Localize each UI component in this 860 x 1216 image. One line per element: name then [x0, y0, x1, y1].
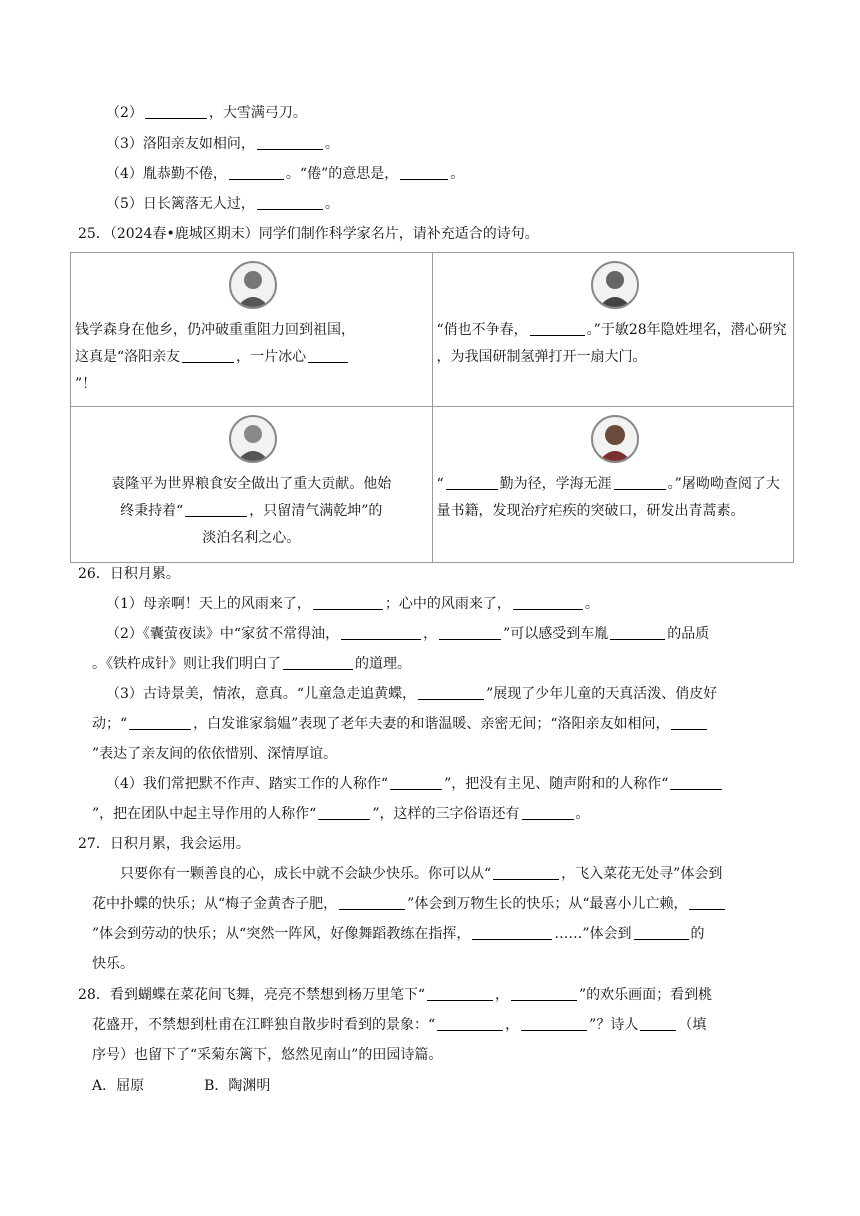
answer-blank[interactable]	[513, 595, 583, 610]
answer-blank[interactable]	[418, 685, 484, 700]
answer-blank[interactable]	[439, 625, 501, 640]
card-text-line: 钱学森身在他乡，仍冲破重重阻力回到祖国，	[75, 322, 355, 338]
answer-blank[interactable]	[400, 165, 448, 180]
answer-blank[interactable]	[522, 805, 574, 820]
q24-line-3: （3）洛阳亲友如相问， 。	[106, 136, 339, 152]
card-tu-youyou	[432, 407, 794, 563]
answer-blank[interactable]	[229, 165, 284, 180]
q26-title: 26．日积月累。	[78, 566, 180, 582]
answer-blank[interactable]	[308, 348, 348, 363]
card-text-line: “俏也不争春， 。”于敏28年隐姓埋名，潜心研究	[436, 322, 787, 338]
card-text-line: “ 勤为径，学海无涯 。”屠呦呦查阅了大	[436, 476, 780, 492]
answer-blank[interactable]	[318, 805, 370, 820]
answer-blank[interactable]	[427, 986, 493, 1001]
q26-part-3-cont: 动；“ ，白发谁家翁媪”表现了老年夫妻的和谐温暖、亲密无间；“洛阳亲友如相问，	[92, 714, 709, 734]
answer-blank[interactable]	[129, 715, 191, 730]
q26-part-2: （2）《囊萤夜读》中“家贫不常得油， ， ”可以感受到车胤 的品质	[106, 626, 710, 642]
card-text-line: ”！	[75, 376, 97, 392]
answer-blank[interactable]	[671, 715, 707, 730]
q27-line-4: 快乐。	[92, 956, 134, 972]
q27-line-1: 只要你有一颗善良的心，成长中就不会缺少快乐。你可以从“ ，飞入菜花无处寻”体会到	[120, 866, 723, 882]
card-text-line: 量书籍，发现治疗疟疾的突破口，研发出青蒿素。	[436, 503, 745, 519]
answer-blank[interactable]	[614, 475, 666, 490]
answer-blank[interactable]	[341, 625, 421, 640]
answer-blank[interactable]	[530, 321, 585, 336]
q26-part-4: （4）我们常把默不作声、踏实工作的人称作“ ”，把没有主见、随声附和的人称作“	[106, 774, 724, 794]
answer-blank[interactable]	[283, 655, 353, 670]
card-text-line: 袁隆平为世界粮食安全做出了重大贡献。他始	[111, 476, 392, 492]
q28-line-2: 花盛开，不禁想到杜甫在江畔独自散步时看到的景象：“ ， ”？诗人 （填	[92, 1017, 707, 1033]
answer-blank[interactable]	[521, 1016, 587, 1031]
answer-blank[interactable]	[437, 1016, 503, 1031]
q28-line-1: 28．看到蝴蝶在菜花间飞舞，亮亮不禁想到杨万里笔下“ ， ”的欢乐画面；看到桃	[78, 987, 713, 1003]
q28-options	[92, 1076, 270, 1096]
q27-title: 27．日积月累，我会运用。	[78, 836, 250, 852]
answer-blank[interactable]	[493, 865, 559, 880]
q26-part-1: （1）母亲啊！天上的风雨来了， ；心中的风雨来了， 。	[106, 596, 599, 612]
q27-line-3: ”体会到劳动的快乐；从“突然一阵风，好像舞蹈教练在指挥， ……”体会到 的	[92, 926, 705, 942]
answer-blank[interactable]	[511, 986, 577, 1001]
card-yu-min	[432, 253, 794, 407]
q24-line-5: （5）日长篱落无人过， 。	[106, 196, 339, 212]
portrait-avatar	[591, 415, 639, 463]
answer-blank[interactable]	[670, 775, 722, 790]
answer-blank[interactable]	[446, 475, 498, 490]
card-text-line: 这真是“洛阳亲友 ，一片冰心	[75, 344, 428, 371]
q24-line-4: （4）胤恭勤不倦， 。“倦”的意思是， 。	[106, 166, 465, 182]
card-yuan-longping	[71, 407, 433, 563]
q26-part-3: （3）古诗景美，情浓，意真。“儿童急走追黄蝶， ”展现了少年儿童的天真活泼、俏皮好	[106, 686, 718, 702]
portrait-avatar	[229, 415, 277, 463]
q26-part-2-cont: 。《铁杵成针》则让我们明白了 的道理。	[92, 656, 411, 672]
answer-blank[interactable]	[257, 135, 323, 150]
answer-blank[interactable]	[472, 925, 552, 940]
q27-line-2: 花中扑蝶的快乐；从“梅子金黄杏子肥， ”体会到万物生长的快乐；从“最喜小儿亡赖，	[92, 894, 727, 914]
answer-blank[interactable]	[182, 348, 234, 363]
answer-blank[interactable]	[634, 925, 689, 940]
q26-part-4-cont: ”，把在团队中起主导作用的人称作“ ”，这样的三字俗语还有 。	[92, 806, 590, 822]
option-a[interactable]: A．屈原	[92, 1078, 145, 1094]
card-text-line: 淡泊名利之心。	[202, 530, 301, 546]
scientist-cards-table	[70, 252, 794, 563]
answer-blank[interactable]	[390, 775, 442, 790]
card-text-line: ，为我国研制氢弹打开一扇大门。	[436, 349, 647, 365]
answer-blank[interactable]	[185, 502, 247, 517]
answer-blank[interactable]	[257, 195, 323, 210]
q26-part-3-cont2: ”表达了亲友间的依依惜别、深情厚谊。	[92, 746, 338, 762]
portrait-avatar	[229, 261, 277, 309]
portrait-avatar	[591, 261, 639, 309]
answer-blank[interactable]	[313, 595, 383, 610]
q28-line-3: 序号）也留下了“采菊东篱下，悠然见南山”的田园诗篇。	[92, 1047, 443, 1063]
answer-blank[interactable]	[339, 895, 405, 910]
card-text-line: 终秉持着“ ，只留清气满乾坤”的	[120, 503, 383, 519]
option-b[interactable]: B．陶渊明	[204, 1078, 271, 1094]
q24-line-2: （2） ，大雪满弓刀。	[106, 105, 307, 121]
answer-blank[interactable]	[145, 104, 207, 119]
card-qian-xuesen	[71, 253, 433, 407]
answer-blank[interactable]	[689, 895, 725, 910]
answer-blank[interactable]	[640, 1016, 676, 1031]
q25-title: 25．（2024春•鹿城区期末）同学们制作科学家名片，请补充适合的诗句。	[78, 226, 539, 242]
answer-blank[interactable]	[610, 625, 665, 640]
